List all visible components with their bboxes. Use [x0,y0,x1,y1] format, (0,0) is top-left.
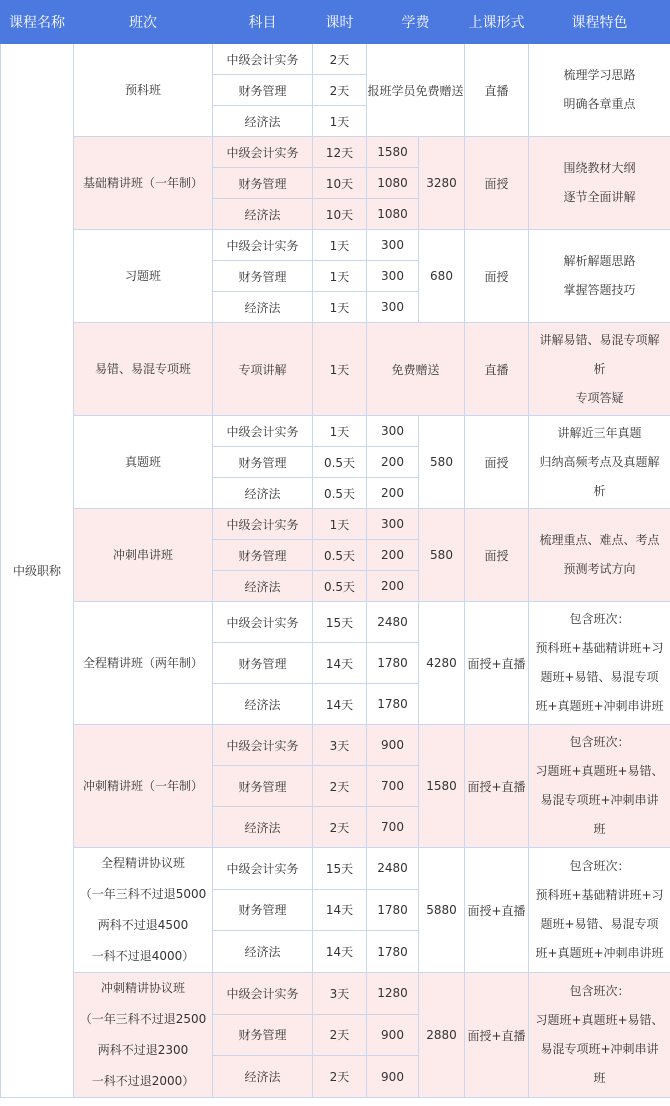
features-cell [529,323,670,416]
table-row [1,44,670,75]
features-cell [529,848,670,973]
fee-cell: 300 [367,261,419,292]
hours-cell: 1天 [313,509,367,540]
fee-cell: 1780 [367,931,419,973]
header-fee: 学费 [367,1,465,44]
subject-cell: 中级会计实务 [213,230,313,261]
subject-cell: 中级会计实务 [213,137,313,168]
fee-cell: 1080 [367,168,419,199]
header-features: 课程特色 [529,1,670,44]
fee-cell: 1580 [367,137,419,168]
hours-cell: 10天 [313,199,367,230]
hours-cell: 14天 [313,889,367,931]
header-hours: 课时 [313,1,367,44]
features-cell [529,416,670,509]
class-name: 真题班 [124,454,161,469]
fee-cell: 300 [367,509,419,540]
subject-cell: 经济法 [213,807,313,848]
fee-cell: 300 [367,230,419,261]
class-name: 冲刺精讲协议班 （一年三科不过退2500 两科不过退2300 一科不过退2000） [79,981,207,1088]
total-fee-cell: 5880 [419,848,465,973]
subject-cell: 中级会计实务 [213,509,313,540]
class-name-cell [74,323,213,416]
table-row [1,137,670,168]
features-cell [529,973,670,1098]
table-body [1,44,670,1098]
class-name-cell [74,44,213,137]
subject-cell: 经济法 [213,571,313,602]
features-text: 围绕教材大纲 逐节全面讲解 [563,161,636,204]
subject-cell: 经济法 [213,292,313,323]
hours-cell: 2天 [313,44,367,75]
table-row [1,725,670,766]
hours-cell: 2天 [313,75,367,106]
subject-cell: 财务管理 [213,168,313,199]
mode-cell: 面授 [465,137,529,230]
table-row [1,848,670,890]
mode-cell: 面授+直播 [465,973,529,1098]
class-name-cell [74,973,213,1098]
subject-cell: 专项讲解 [213,323,313,416]
hours-cell: 15天 [313,848,367,890]
subject-cell: 经济法 [213,478,313,509]
features-text: 梳理重点、难点、考点 预测考试方向 [539,533,660,576]
mode-cell: 面授+直播 [465,602,529,725]
subject-cell: 经济法 [213,1056,313,1098]
table-row [1,416,670,447]
total-fee-cell: 580 [419,509,465,602]
class-name: 基础精讲班（一年制） [82,175,203,190]
features-text: 讲解易错、易混专项解 析 专项答疑 [539,332,660,405]
features-cell [529,725,670,848]
mode-cell: 面授+直播 [465,848,529,973]
header-class: 班次 [74,1,213,44]
hours-cell: 1天 [313,230,367,261]
class-name: 易错、易混专项班 [94,361,191,376]
hours-cell: 1天 [313,106,367,137]
fee-cell: 700 [367,807,419,848]
fee-cell: 900 [367,1014,419,1056]
hours-cell: 1天 [313,292,367,323]
total-fee-cell: 580 [419,416,465,509]
fee-cell: 2480 [367,602,419,643]
class-name-cell [74,230,213,323]
class-name: 预科班 [124,82,161,97]
fee-cell: 1780 [367,889,419,931]
subject-cell: 经济法 [213,684,313,725]
hours-cell: 0.5天 [313,447,367,478]
subject-cell: 财务管理 [213,75,313,106]
class-name: 全程精讲班（两年制） [82,655,203,670]
table-row [1,602,670,643]
subject-cell: 财务管理 [213,1014,313,1056]
features-cell [529,509,670,602]
hours-cell: 10天 [313,168,367,199]
total-fee-cell: 2880 [419,973,465,1098]
fee-cell: 1080 [367,199,419,230]
hours-cell: 2天 [313,807,367,848]
fee-cell: 300 [367,292,419,323]
features-text: 梳理学习思路 明确各章重点 [563,68,636,111]
fee-cell: 900 [367,725,419,766]
subject-cell: 中级会计实务 [213,602,313,643]
hours-cell: 14天 [313,684,367,725]
total-fee-cell: 3280 [419,137,465,230]
subject-cell: 财务管理 [213,889,313,931]
category-cell: 中级职称 [1,44,74,1098]
features-cell [529,137,670,230]
class-name-cell [74,848,213,973]
table-row [1,323,670,416]
class-name-cell [74,137,213,230]
table-row [1,230,670,261]
subject-cell: 财务管理 [213,447,313,478]
features-cell [529,44,670,137]
subject-cell: 财务管理 [213,540,313,571]
mode-cell: 直播 [465,323,529,416]
class-name: 习题班 [124,268,161,283]
hours-cell: 2天 [313,1056,367,1098]
subject-cell: 中级会计实务 [213,44,313,75]
subject-cell: 经济法 [213,199,313,230]
hours-cell: 14天 [313,643,367,684]
class-name-cell [74,602,213,725]
fee-cell: 200 [367,447,419,478]
hours-cell: 0.5天 [313,540,367,571]
table-row [1,509,670,540]
hours-cell: 1天 [313,323,367,416]
hours-cell: 15天 [313,602,367,643]
hours-cell: 0.5天 [313,571,367,602]
total-fee-cell: 680 [419,230,465,323]
subject-cell: 中级会计实务 [213,848,313,890]
mode-cell: 直播 [465,44,529,137]
class-name-cell [74,416,213,509]
subject-cell: 财务管理 [213,261,313,292]
hours-cell: 14天 [313,931,367,973]
features-text: 包含班次： 习题班+真题班+易错、 易混专项班+冲刺串讲 班 [535,735,664,836]
fee-cell: 200 [367,540,419,571]
fee-cell: 900 [367,1056,419,1098]
features-text: 包含班次： 习题班+真题班+易错、 易混专项班+冲刺串讲 班 [535,984,664,1085]
hours-cell: 12天 [313,137,367,168]
fee-cell: 200 [367,571,419,602]
hours-cell: 0.5天 [313,478,367,509]
hours-cell: 3天 [313,725,367,766]
fee-cell: 700 [367,766,419,807]
header-subject: 科目 [213,1,313,44]
mode-cell: 面授 [465,509,529,602]
hours-cell: 3天 [313,973,367,1015]
mode-cell: 面授+直播 [465,725,529,848]
subject-cell: 中级会计实务 [213,973,313,1015]
class-name-cell [74,509,213,602]
fee-cell: 1280 [367,973,419,1015]
subject-cell: 财务管理 [213,643,313,684]
fee-merged-cell: 免费赠送 [367,323,465,416]
subject-cell: 中级会计实务 [213,416,313,447]
subject-cell: 财务管理 [213,766,313,807]
fee-cell: 300 [367,416,419,447]
class-name-cell [74,725,213,848]
mode-cell: 面授 [465,416,529,509]
class-name: 全程精讲协议班 （一年三科不过退5000 两科不过退4500 一科不过退4000） [79,856,207,963]
fee-cell: 1780 [367,643,419,684]
hours-cell: 2天 [313,766,367,807]
hours-cell: 1天 [313,261,367,292]
fee-cell: 2480 [367,848,419,890]
features-cell [529,230,670,323]
header-row [1,1,670,44]
header-course-name: 课程名称 [1,1,74,44]
total-fee-cell: 4280 [419,602,465,725]
class-name: 冲刺串讲班 [112,547,173,562]
fee-cell: 1780 [367,684,419,725]
hours-cell: 1天 [313,416,367,447]
features-text: 包含班次： 预科班+基础精讲班+习 题班+易错、易混专项 班+真题班+冲刺串讲班 [535,859,664,960]
features-text: 包含班次： 预科班+基础精讲班+习 题班+易错、易混专项 班+真题班+冲刺串讲班 [535,612,664,713]
subject-cell: 中级会计实务 [213,725,313,766]
table-row [1,973,670,1015]
mode-cell: 面授 [465,230,529,323]
total-fee-cell: 1580 [419,725,465,848]
features-cell [529,602,670,725]
fee-cell: 200 [367,478,419,509]
features-text: 解析解题思路 掌握答题技巧 [563,254,636,297]
class-name: 冲刺精讲班（一年制） [82,778,203,793]
subject-cell: 经济法 [213,106,313,137]
subject-cell: 经济法 [213,931,313,973]
fee-merged-cell: 报班学员免费赠送 [367,44,465,137]
header-mode: 上课形式 [465,1,529,44]
features-text: 讲解近三年真题 归纳高频考点及真题解 析 [539,425,660,498]
hours-cell: 2天 [313,1014,367,1056]
